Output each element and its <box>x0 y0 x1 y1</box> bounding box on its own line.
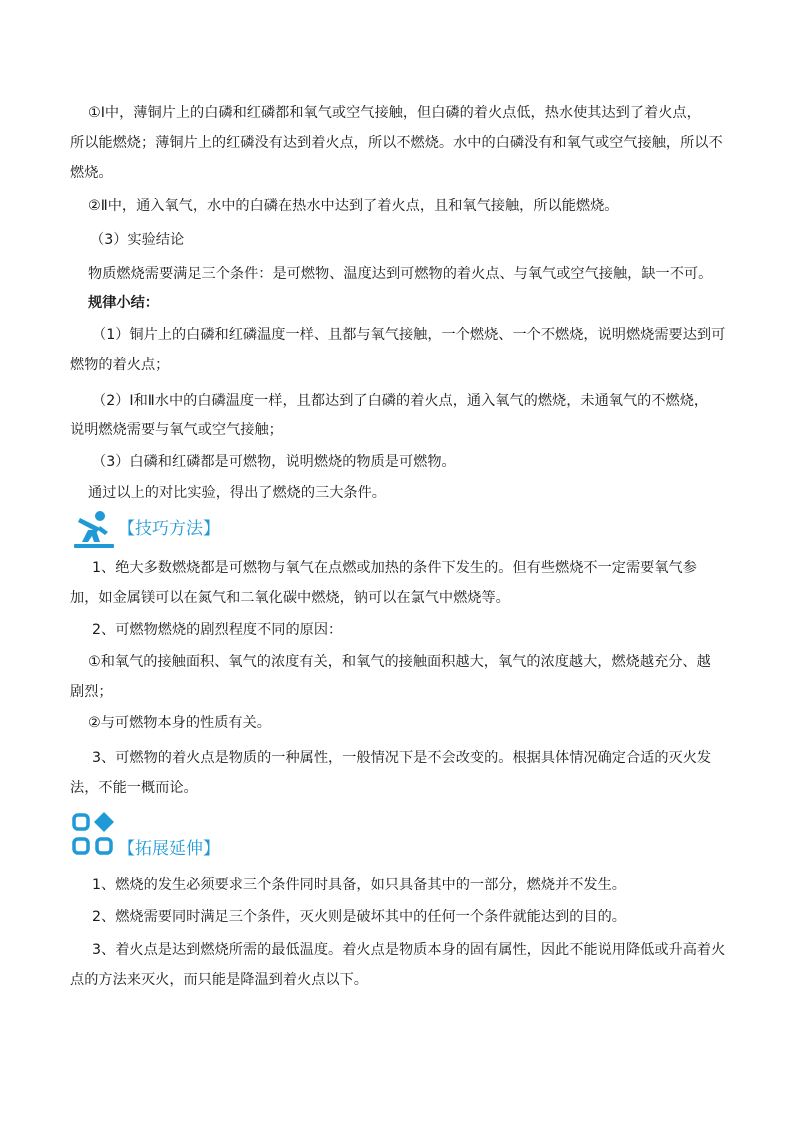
techniques-title: 【技巧方法】 <box>118 519 220 539</box>
conclusion-text: 物质燃烧需要满足三个条件：是可燃物、温度达到可燃物的着火点、与氧气或空气接触，缺一不可。 <box>88 266 713 282</box>
person-telescope-icon <box>70 508 118 552</box>
techniques-item-2a-line-1: ①和氧气的接触面积、氧气的浓度有关，和氧气的接触面积越大，氧气的浓度越大，燃烧越充分、越 <box>88 654 711 670</box>
blocks-icon <box>70 810 118 858</box>
extension-item-1: 1、燃烧的发生必须要求三个条件同时具备，如只具备其中的一部分，燃烧并不发生。 <box>92 877 626 893</box>
closing-text: 通过以上的对比实验，得出了燃烧的三大条件。 <box>88 485 386 501</box>
paragraph-1-line-2: 所以能燃烧；薄铜片上的红磷没有达到着火点，所以不燃烧。水中的白磷没有和氧气或空气接触，所以不 <box>70 135 723 151</box>
techniques-item-3-line-2: 法，不能一概而论。 <box>70 780 198 796</box>
techniques-item-2b: ②与可燃物本身的性质有关。 <box>88 715 271 731</box>
conclusion-heading: （3）实验结论 <box>90 232 185 248</box>
summary-1-line-2: 燃物的着火点； <box>70 357 170 373</box>
extension-item-2: 2、燃烧需要同时满足三个条件，灭火则是破坏其中的任何一个条件就能达到的目的。 <box>92 909 626 925</box>
extension-title: 【拓展延伸】 <box>118 839 220 859</box>
summary-2-line-1: （2）Ⅰ和Ⅱ水中的白磷温度一样，且都达到了白磷的着火点，通入氧气的燃烧，未通氧气的不燃烧， <box>92 393 709 409</box>
summary-heading: 规律小结： <box>88 295 159 311</box>
techniques-item-3-line-1: 3、可燃物的着火点是物质的一种属性，一般情况下是不会改变的。根据具体情况确定合适的灭火发 <box>92 750 712 766</box>
paragraph-1-line-3: 燃烧。 <box>70 165 113 181</box>
summary-1-line-1: （1）铜片上的白磷和红磷温度一样、且都与氧气接触，一个燃烧、一个不燃烧，说明燃烧需要达到可 <box>92 327 726 343</box>
paragraph-2: ②Ⅱ中，通入氧气，水中的白磷在热水中达到了着火点，且和氧气接触，所以能燃烧。 <box>88 198 619 214</box>
extension-item-3-line-2: 点的方法来灭火，而只能是降温到着火点以下。 <box>70 972 368 988</box>
techniques-item-1-line-1: 1、绝大多数燃烧都是可燃物与氧气在点燃或加热的条件下发生的。但有些燃烧不一定需要氧气参 <box>92 560 697 576</box>
summary-2-line-2: 说明燃烧需要与氧气或空气接触； <box>70 422 283 438</box>
summary-3: （3）白磷和红磷都是可燃物，说明燃烧的物质是可燃物。 <box>92 454 456 470</box>
techniques-item-2a-line-2: 剧烈； <box>70 684 113 700</box>
techniques-item-2: 2、可燃物燃烧的剧烈程度不同的原因： <box>92 622 343 638</box>
extension-item-3-line-1: 3、着火点是达到燃烧所需的最低温度。着火点是物质本身的固有属性，因此不能说用降低或升高着火 <box>92 942 726 958</box>
paragraph-1-line-1: ①Ⅰ中，薄铜片上的白磷和红磷都和氧气或空气接触，但白磷的着火点低，热水使其达到了着火点， <box>88 105 701 121</box>
techniques-item-1-line-2: 加，如金属镁可以在氮气和二氧化碳中燃烧，钠可以在氯气中燃烧等。 <box>70 590 510 606</box>
